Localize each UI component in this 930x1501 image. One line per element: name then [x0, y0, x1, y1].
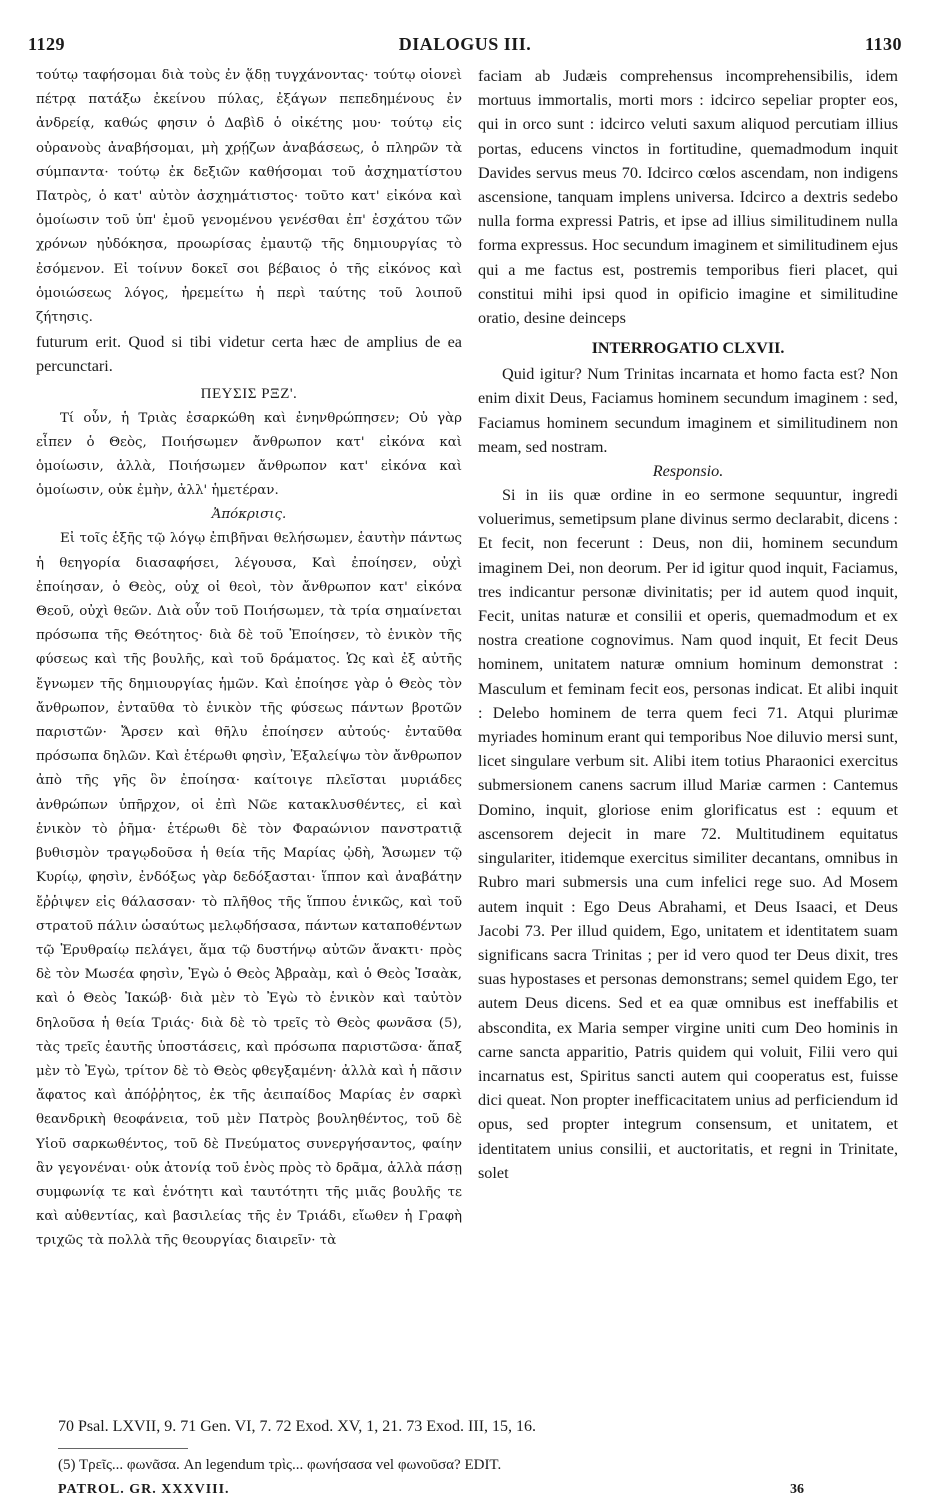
- scripture-references: 70 Psal. LXVII, 9. 71 Gen. VI, 7. 72 Exod. XV, 1, 21. 73 Exod. III, 15, 16.: [58, 1418, 537, 1435]
- right-page-number: 1130: [864, 34, 902, 54]
- question-text-latin: [478, 362, 898, 459]
- greek-continuation: [36, 64, 462, 330]
- latin-carryover: [36, 330, 462, 378]
- question-paragraph-greek: Τί οὖν, ἡ Τριὰς ἐσαρκώθη καὶ ἐνηνθρώπησεν; Οὐ γὰρ εἶπεν ὁ Θεὸς, Ποιήσωμεν ἄνθρωπον κατ' εἰκόνα καὶ ὁμοίωσιν, ἀλλὰ, Ποιήσωμεν ἄνθρωπον κατ' εἰκόνα καὶ ὁμοίωσιν, οὐκ ἐμὴν, ἀλλ' ἡμετέραν.: [36, 410, 462, 499]
- footnote-divider: [58, 1448, 188, 1449]
- signature-mark: PATROL. GR. XXXVIII.: [58, 1482, 230, 1497]
- question-heading-latin: INTERROGATIO CLXVII.: [591, 340, 785, 358]
- left-page-number: 1129: [28, 34, 66, 54]
- latin-paragraph-top: faciam ab Judæis comprehensus incomprehensibilis, idem mortuus immortalis, morti mors : idcirco sepeliar propter eos, qui in orco sunt : idcirco veluti saxum aliquod percutiam illius portas, educens vinctos in fortitudine, quemadmodum inquit Davides servus meus 70. Idcirco cœlos ascendam, non indigens ascensione, tanquam implens universa. Idcirco a dextris sedebo nulla forma expressi Patris, et ipse ad illius similitudinem nulla forma expressus. Hoc secundum imaginem et similitudinem ejus qui a me factus est, postremis temporibus fieri placet, qui constitui mihi ipsi quod in opificio imagine et similitudine oratio, desine deinceps: [478, 67, 898, 328]
- editor-note: (5) Τρεῖς... φωνᾶσα. An legendum τρὶς... φωνήσασα vel φωνοῦσα? EDIT.: [58, 1457, 502, 1473]
- answer-heading-latin: Responsio.: [652, 462, 724, 481]
- answer-paragraph-latin: Si in iis quæ ordine in eo sermone sequuntur, ingredi voluerimus, semetipsum plane divinus sermo declarabit, dicens : Et fecit, non fecerunt : Deus, non dii, hominem secundum imaginem Dei, non deorum. Per id igitur quod inquit, Faciamus, tres indicantur personæ divinitatis; per id autem quod inquit, Fecit, unitas naturæ et consilii et operis, quemadmodum et ex nostra creatione cognovimus. Nam quod inquit, Et fecit Deus hominem, unitatem naturæ omnium hominum demonstrat : Masculum et feminam fecit eos, personas indicat. Et alibi inquit : Delebo hominem de terra quem feci 71. Atqui plurimæ myriades hominum erant qui temporibus Noe diluvio mersi sunt, licet singulare verbum sit. Alibi item totius Pharaonici exercitus submersionem canens sacrum illud Mariæ carmen : Cantemus Domino, inquit, gloriose enim glorificatus est : equum et ascensorem dejecit in mare 72. Multitudinem equitatus singulariter, itidemque exercitus similiter decantans, omnibus in Rubro mari submersis una cum infelici rege suo. Ad Mosem autem inquit : Ego Deus Abrahami, et Deus Isaaci, et Deus Jacobi 73. Per illud quidem, Ego, unitatem et identitatem suam significans sacra Trinitas ; per id vero quod ter Deus dixit, tres suas hypostases et personas demonstrans; semel quidem Ego, ter autem Deus dicens. Sed et ea quæ omnibus est ineffabilis et abscondita, ex Maria semper virgine uniti cum Deo hominis in carne sancta apparitio, Patris quidem qui voluit, Filii vero qui incarnatus est, Spiritus sancti autem qui cooperatus est, fuisse dici queat. Non propter inefficacitatem unius ad perficiendum id opus, sed propter integrum consensum, et unitatem, et identitatem unius consilii, et auctoritatis, et regni in Trinitate, solet: [478, 486, 898, 1182]
- sheet-number: 36: [790, 1482, 804, 1497]
- answer-text-latin: [478, 483, 898, 1185]
- latin-column: [478, 64, 898, 1185]
- running-title: DIALOGUS III.: [398, 34, 532, 54]
- greek-paragraph-top: τούτῳ ταφήσομαι διὰ τοὺς ἐν ᾅδῃ τυγχάνοντας· τούτῳ οἱονεὶ πέτρᾳ πατάξω ἐκείνου πύλας, ἐξάγων πεπεδημένους ἐν ἀνδρείᾳ, καθώς φησιν ὁ Δαβὶδ ὁ οἰκέτης μου· τούτῳ εἰς οὐρανοὺς ἀναβήσομαι, μὴ χρῄζων ἀναβάσεως, ὁ πληρῶν τὰ σύμπαντα· τούτῳ ἐκ δεξιῶν καθήσομαι τοῦ ἀσχηματίστου Πατρὸς, ὁ κατ' αὐτὸν ἀσχημάτιστος· τοῦτο κατ' εἰκόνα καὶ ὁμοίωσιν τοῦ ὑπ' ἐμοῦ γενομένου γενέσθαι ἐπ' ἐσχάτου τῶν χρόνων ηὐδόκησα, προωρίσας ἐμαυτῷ τῆς δημιουργίας τὸ ἐσόμενον. Εἰ τοίνυν δοκεῖ σοι βέβαιος ὁ τῆς εἰκόνος καὶ ὁμοιώσεως λόγος, ἠρεμείτω ἡ περὶ ταύτης τοῦ λοιποῦ ζήτησις.: [36, 68, 462, 326]
- answer-text-greek: [36, 527, 462, 1253]
- answer-heading-greek: Ἀπόκρισις.: [211, 507, 287, 523]
- latin-tail-paragraph: futurum erit. Quod si tibi videtur certa hæc de amplius de ea percunctari.: [36, 333, 462, 376]
- latin-continuation: [478, 64, 898, 330]
- question-heading-greek: ΠΕΥΣΙΣ ΡΞΖ'.: [200, 385, 298, 402]
- question-paragraph-latin: Quid igitur? Num Trinitas incarnata et homo facta est? Non enim dixit Deus, Faciamus hominem secundum imaginem : sed, Faciamus hominem secundum imaginem et similitudinem non meam, sed nostram.: [478, 365, 898, 456]
- answer-paragraph-greek: Εἰ τοῖς ἑξῆς τῷ λόγῳ ἐπιβῆναι θελήσωμεν, ἑαυτὴν πάντως ἡ θεηγορία διασαφήσει, λέγουσα, Καὶ ἐποίησεν, οὐχὶ ἐποίησαν, ὁ Θεὸς, οὐχ οἱ θεοὶ, τὸν ἄνθρωπον κατ' εἰκόνα Θεοῦ, οὐχὶ θεῶν. Διὰ οὖν τοῦ Ποιήσωμεν, τὰ τρία σημαίνεται πρόσωπα τῆς Θεότητος· διὰ δὲ τοῦ Ἐποίησεν, τὸ ἑνικὸν τῆς φύσεως καὶ τῆς βουλῆς, καὶ τοῦ δράματος. Ὡς καὶ ἐξ αὐτῆς ἔγνωμεν τῆς δημιουργίας ἡμῶν. Καὶ ἐποίησε γὰρ ὁ Θεὸς τὸν ἄνθρωπον, ἐνταῦθα τὸ ἑνικὸν τῆς φύσεως πάντων βροτῶν παριστῶν· Ἄρσεν καὶ θῆλυ ἐποίησεν αὐτούς· ἐνταῦθα πρόσωπα δηλῶν. Καὶ ἑτέρωθι φησὶν, Ἐξαλείψω τὸν ἄνθρωπον ἀπὸ τῆς γῆς ὃν ἐποίησα· καίτοιγε πλεῖσται μυριάδες ἀνθρώπων ὑπῆρχον, οἱ ἐπὶ Νῶε κατακλυσθέντες, εἰ καὶ ἑνικὸν τὸ ῥῆμα· ἑτέρωθι δὲ τὸν Φαραώνιον πανστρατιᾷ βυθισμὸν τραγῳδοῦσα ἡ θεία τῆς Μαρίας ᾠδὴ, Ἄσωμεν τῷ Κυρίῳ, φησὶν, ἐνδόξως γὰρ δεδόξασται· ἵππον καὶ ἀναβάτην ἔῤῥιψεν εἰς θάλασσαν· τὸ πλῆθος τῆς ἵππου ἑνικῶς, καὶ τοῦ στρατοῦ πάλιν ὡσαύτως μελῳδήσασα, πάντων καταποθέντων τῷ Ἐρυθραίῳ πελάγει, ἅμα τῷ δυστήνῳ αὐτῶν ἄνακτι· πρὸς δὲ τὸν Μωσέα φησὶν, Ἐγὼ ὁ Θεὸς Ἀβραὰμ, καὶ ὁ Θεὸς Ἰσαὰκ, καὶ ὁ Θεὸς Ἰακώβ· διὰ μὲν τὸ Ἐγὼ τὸ ἑνικὸν καὶ ταὐτὸν δηλοῦσα ἡ θεία Τριάς· διὰ δὲ τὸ τρεῖς τὸ Θεὸς φωνᾶσα (5), τὰς τρεῖς ἑαυτῆς ὑποστάσεις, καὶ πρόσωπα παριστῶσα· ἅπαξ μὲν τὸ Ἐγὼ, τρίτον δὲ τὸ Θεὸς φθεγξαμένη· ἀλλὰ καὶ ἡ πᾶσιν ἄφατος καὶ ἀπόῤῥητος, ἐκ τῆς ἀειπαίδος Μαρίας ἐν σαρκὶ θεανδρικὴ θεοφάνεια, τοῦ μὲν Πατρὸς βουληθέντος, τοῦ δὲ Υἱοῦ σαρκωθέντος, τοῦ δὲ Πνεύματος συνεργήσαντος, φαίην ἂν γεγονέναι· οὐκ ἀτονίᾳ τοῦ ἑνὸς πρὸς τὸ δρᾶμα, ἀλλὰ πάσῃ συμφωνίᾳ τε καὶ ἑνότητι καὶ ταυτότητι τῆς μιᾶς βουλῆς τε καὶ αὐθεντίας, καὶ βασιλείας τῆς ἐν Τριάδι, εἴωθεν ἡ Γραφὴ τριχῶς τὰ πολλὰ τῆς θεουργίας διαιρεῖν· τὰ: [36, 531, 462, 1249]
- question-text-greek: [36, 407, 462, 504]
- running-header: [22, 34, 908, 58]
- greek-column: [36, 64, 462, 1254]
